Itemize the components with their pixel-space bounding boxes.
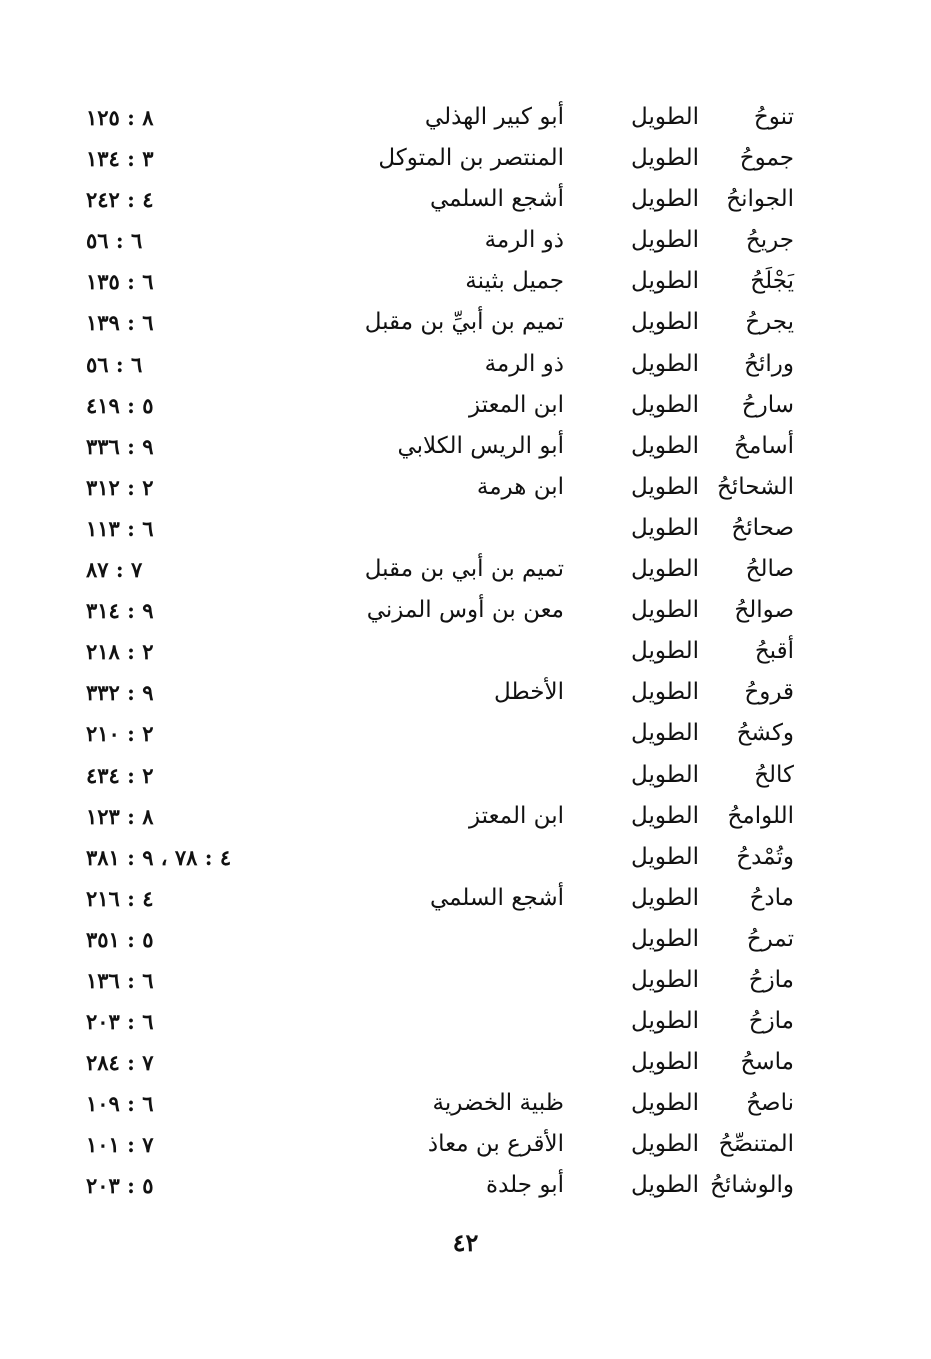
volume-page-reference: ٧ : ١٠١: [86, 1132, 154, 1158]
rhyme-word: سارحُ: [741, 391, 794, 418]
volume-page-reference: ٢ : ٣١٢: [86, 474, 154, 500]
meter-name: الطويل: [631, 679, 699, 706]
table-row: [0, 426, 931, 467]
volume-page-reference: ٢ : ٤٣٤: [86, 762, 154, 788]
volume-page-reference: ٦ : ١٣٥: [86, 269, 154, 295]
meter-name: الطويل: [631, 1008, 699, 1035]
table-row: [0, 261, 931, 302]
table-row: [0, 467, 931, 508]
meter-name: الطويل: [631, 514, 699, 541]
rhyme-word: مادحُ: [749, 884, 794, 911]
table-row: [0, 385, 931, 426]
meter-name: الطويل: [631, 145, 699, 172]
rhyme-word: كالحُ: [754, 761, 794, 788]
volume-page-reference: ٢ : ٢١٨: [86, 639, 154, 665]
poet-name: تميم بن أبيِّ بن مقبل: [364, 309, 564, 336]
meter-name: الطويل: [631, 391, 699, 418]
rhyme-word: ماسحُ: [740, 1049, 794, 1076]
poet-name: أبو الريس الكلابي: [397, 432, 564, 459]
poet-name: الأقرع بن معاذ: [427, 1131, 564, 1158]
rhyme-word: الشحائحُ: [716, 473, 794, 500]
rhyme-word: والوشائحُ: [710, 1172, 794, 1199]
rhyme-word: ناصحُ: [746, 1090, 794, 1117]
rhyme-word: يَجْلَحُ: [750, 268, 794, 295]
poet-name: ذو الرمة: [484, 350, 564, 377]
table-row: [0, 1042, 931, 1083]
poet-name: ابن هرمة: [476, 473, 564, 500]
poet-name: معن بن أوس المزني: [366, 597, 564, 624]
table-row: [0, 179, 931, 220]
volume-page-reference: ٦ : ٥٦: [86, 351, 143, 377]
table-row: [0, 878, 931, 919]
meter-name: الطويل: [631, 638, 699, 665]
volume-page-reference: ٨ : ١٢٣: [86, 803, 154, 829]
volume-page-reference: ٦ : ١٠٩: [86, 1091, 154, 1117]
volume-page-reference: ٣ : ١٣٤: [86, 146, 154, 172]
meter-name: الطويل: [631, 432, 699, 459]
meter-name: الطويل: [631, 104, 699, 130]
rhyme-word: وكشحُ: [736, 720, 794, 747]
table-row: [0, 1124, 931, 1165]
meter-name: الطويل: [631, 1049, 699, 1076]
meter-name: الطويل: [631, 925, 699, 952]
rhyme-word: تمرحُ: [746, 925, 794, 952]
rhyme-word: وتُمْدحُ: [736, 843, 794, 870]
meter-name: الطويل: [631, 884, 699, 911]
rhyme-word: صحائحُ: [731, 514, 794, 541]
meter-name: الطويل: [631, 597, 699, 624]
poet-name: أبو كبير الهذلي: [424, 104, 564, 130]
table-row: [0, 97, 931, 138]
poet-name: جميل بثينة: [465, 268, 564, 295]
poet-name: المنتصر بن المتوكل: [378, 145, 564, 172]
table-row: [0, 549, 931, 590]
poet-name: أشجع السلمي: [429, 884, 564, 911]
table-row: [0, 837, 931, 878]
table-row: [0, 1083, 931, 1124]
volume-page-reference: ٩ : ٣٣٦: [86, 433, 154, 459]
volume-page-reference: ٩ : ٣٣٢: [86, 680, 154, 706]
volume-page-reference: ٤ : ٧٨ ، ٩ : ٣٨١: [86, 844, 232, 870]
rhyme-word: الجوانحُ: [726, 186, 794, 213]
table-row: [0, 590, 931, 631]
meter-name: الطويل: [631, 1131, 699, 1158]
volume-page-reference: ٥ : ٢٠٣: [86, 1173, 154, 1199]
volume-page-reference: ٥ : ٤١٩: [86, 392, 154, 418]
volume-page-reference: ٦ : ١٣٩: [86, 310, 154, 336]
rhyme-word: صوالحُ: [734, 597, 794, 624]
volume-page-reference: ٦ : ٥٦: [86, 228, 143, 254]
table-row: [0, 220, 931, 261]
table-row: [0, 919, 931, 960]
rhyme-word: المتنصِّحُ: [718, 1131, 794, 1158]
meter-name: الطويل: [631, 350, 699, 377]
volume-page-reference: ٩ : ٣١٤: [86, 598, 154, 624]
table-row: [0, 796, 931, 837]
poet-name: أشجع السلمي: [429, 186, 564, 213]
poet-name: تميم بن أبي بن مقبل: [364, 556, 564, 583]
volume-page-reference: ٧ : ٢٨٤: [86, 1050, 154, 1076]
poet-name: أبو جلدة: [486, 1172, 564, 1199]
table-row: [0, 508, 931, 549]
volume-page-reference: ٦ : ١٣٦: [86, 967, 154, 993]
table-row: [0, 713, 931, 754]
poet-name: ظبية الخضرية: [432, 1090, 564, 1117]
table-row: [0, 1001, 931, 1042]
rhyme-word: جريحُ: [745, 227, 794, 254]
table-row: [0, 1165, 931, 1206]
meter-name: الطويل: [631, 1172, 699, 1199]
meter-name: الطويل: [631, 186, 699, 213]
volume-page-reference: ٦ : ١١٣: [86, 515, 154, 541]
table-row: [0, 672, 931, 713]
meter-name: الطويل: [631, 843, 699, 870]
page-number: ٤٢: [452, 1228, 479, 1257]
rhyme-word: اللوامحُ: [727, 802, 794, 829]
table-row: [0, 302, 931, 343]
poet-name: الأخطل: [493, 679, 564, 706]
rhyme-word: تنوحُ: [753, 104, 794, 130]
meter-name: الطويل: [631, 227, 699, 254]
table-row: [0, 960, 931, 1001]
meter-name: الطويل: [631, 761, 699, 788]
poet-name: ابن المعتز: [468, 391, 564, 418]
meter-name: الطويل: [631, 556, 699, 583]
rhyme-word: ورائحُ: [744, 350, 794, 377]
table-row: [0, 344, 931, 385]
volume-page-reference: ٥ : ٣٥١: [86, 926, 154, 952]
rhyme-word: مازحُ: [748, 1008, 794, 1035]
poet-name: ابن المعتز: [468, 802, 564, 829]
volume-page-reference: ٨ : ١٢٥: [86, 105, 154, 130]
meter-name: الطويل: [631, 720, 699, 747]
volume-page-reference: ٦ : ٢٠٣: [86, 1009, 154, 1035]
rhyme-word: جموحُ: [739, 145, 794, 172]
volume-page-reference: ٤ : ٢١٦: [86, 885, 154, 911]
meter-name: الطويل: [631, 309, 699, 336]
meter-name: الطويل: [631, 802, 699, 829]
table-row: [0, 631, 931, 672]
rhyme-word: صالحُ: [745, 556, 794, 583]
index-table: [0, 97, 931, 1207]
rhyme-word: قروحُ: [744, 679, 794, 706]
rhyme-word: مازحُ: [748, 966, 794, 993]
table-row: [0, 138, 931, 179]
meter-name: الطويل: [631, 1090, 699, 1117]
table-row: [0, 755, 931, 796]
volume-page-reference: ٧ : ٨٧: [86, 557, 143, 583]
meter-name: الطويل: [631, 966, 699, 993]
rhyme-word: أقبحُ: [754, 638, 794, 665]
poet-name: ذو الرمة: [484, 227, 564, 254]
meter-name: الطويل: [631, 268, 699, 295]
meter-name: الطويل: [631, 473, 699, 500]
rhyme-word: أسامحُ: [734, 432, 794, 459]
volume-page-reference: ٢ : ٢١٠: [86, 721, 154, 747]
rhyme-word: يجرحُ: [745, 309, 794, 336]
volume-page-reference: ٤ : ٢٤٢: [86, 187, 154, 213]
